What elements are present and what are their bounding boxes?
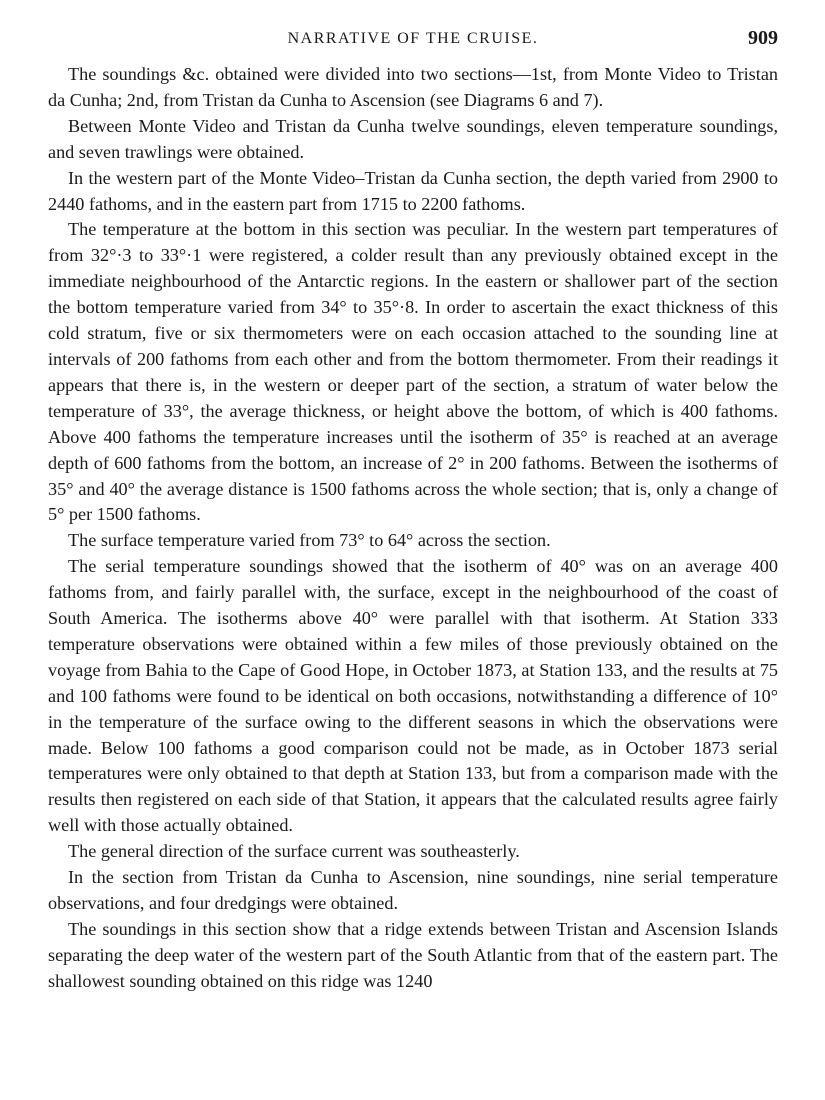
running-title: NARRATIVE OF THE CRUISE. (287, 30, 539, 47)
paragraph-surface-current: The general direction of the surface current was southeasterly. (68, 841, 520, 862)
paragraph-surface-temperature: The surface temperature varied from 73° to 64° across the section. (68, 530, 551, 551)
document-page (48, 27, 778, 995)
paragraph-serial-temperature-soundings: The serial temperature soundings showed that the isotherm of 40° was on an average 400 fathoms from, and fairly parallel with, the surface, except in the neighbourhood of the coast of South America. The isotherms above 40° were parallel with that isotherm. At Station 333 temperature observations were obtained within a few miles of those previously obtained on the voyage from Bahia to the Cape of Good Hope, in October 1873, at Station 133, and the results at 75 and 100 fathoms were found to be identical on both occasions, notwithstanding a difference of 10° in the temperature of the surface owing to the different seasons in which the observations were made. Below 100 fathoms a good comparison could not be made, as in October 1873 serial temperatures were only obtained to that depth at Station 133, but from a comparison made with the results then registered on each side of that Station, it appears that the calculated results agree fairly well with those actually obtained. (48, 556, 778, 836)
paragraph-soundings-sections: The soundings &c. obtained were divided into two sections—1st, from Monte Video to Tristan da Cunha; 2nd, from Tristan da Cunha to Ascension (see Diagrams 6 and 7). (48, 64, 778, 110)
paragraph-depth-variation: In the western part of the Monte Video–Tristan da Cunha section, the depth varied from 2900 to 2440 fathoms, and in the eastern part from 1715 to 2200 fathoms. (48, 167, 778, 214)
paragraph-bottom-temperature: The temperature at the bottom in this section was peculiar. In the western part temperatures of from 32°·3 to 33°·1 were registered, a colder result than any previously obtained except in the immediate neighbourhood of the Antarctic regions. In the eastern or shallower part of the section the bottom temperature varied from 34° to 35°·8. In order to ascertain the exact thickness of this cold stratum, five or six thermometers were on each occasion attached to the sounding line at intervals of 200 fathoms from each other and from the bottom thermometer. From their readings it appears that there is, in the western or deeper part of the section, a stratum of water below the temperature of 33°, the average thickness, or height above the bottom, of which is 400 fathoms. Above 400 fathoms the temperature increases until the isotherm of 35° is reached at an average depth of 600 fathoms from the bottom, an increase of 2° in 200 fathoms. Between the isotherms of 35° and 40° the average distance is 1500 fathoms across the whole section; that is, only a change of 5° per 1500 fathoms. (48, 219, 778, 525)
page-number: 909 (748, 27, 778, 49)
paragraph-monte-video-tristan-counts: Between Monte Video and Tristan da Cunha twelve soundings, eleven temperature soundings, and seven trawlings were obtained. (48, 115, 778, 162)
paragraph-ridge: The soundings in this section show that a ridge extends between Tristan and Ascension Islands separating the deep water of the western part of the South Atlantic from that of the eastern part. The shallowest sounding obtained on this ridge was 1240 (48, 918, 778, 991)
body-text (48, 62, 778, 995)
running-header (48, 27, 778, 54)
paragraph-tristan-ascension-counts: In the section from Tristan da Cunha to Ascension, nine soundings, nine serial temperature observations, and four dredgings were obtained. (48, 867, 778, 913)
